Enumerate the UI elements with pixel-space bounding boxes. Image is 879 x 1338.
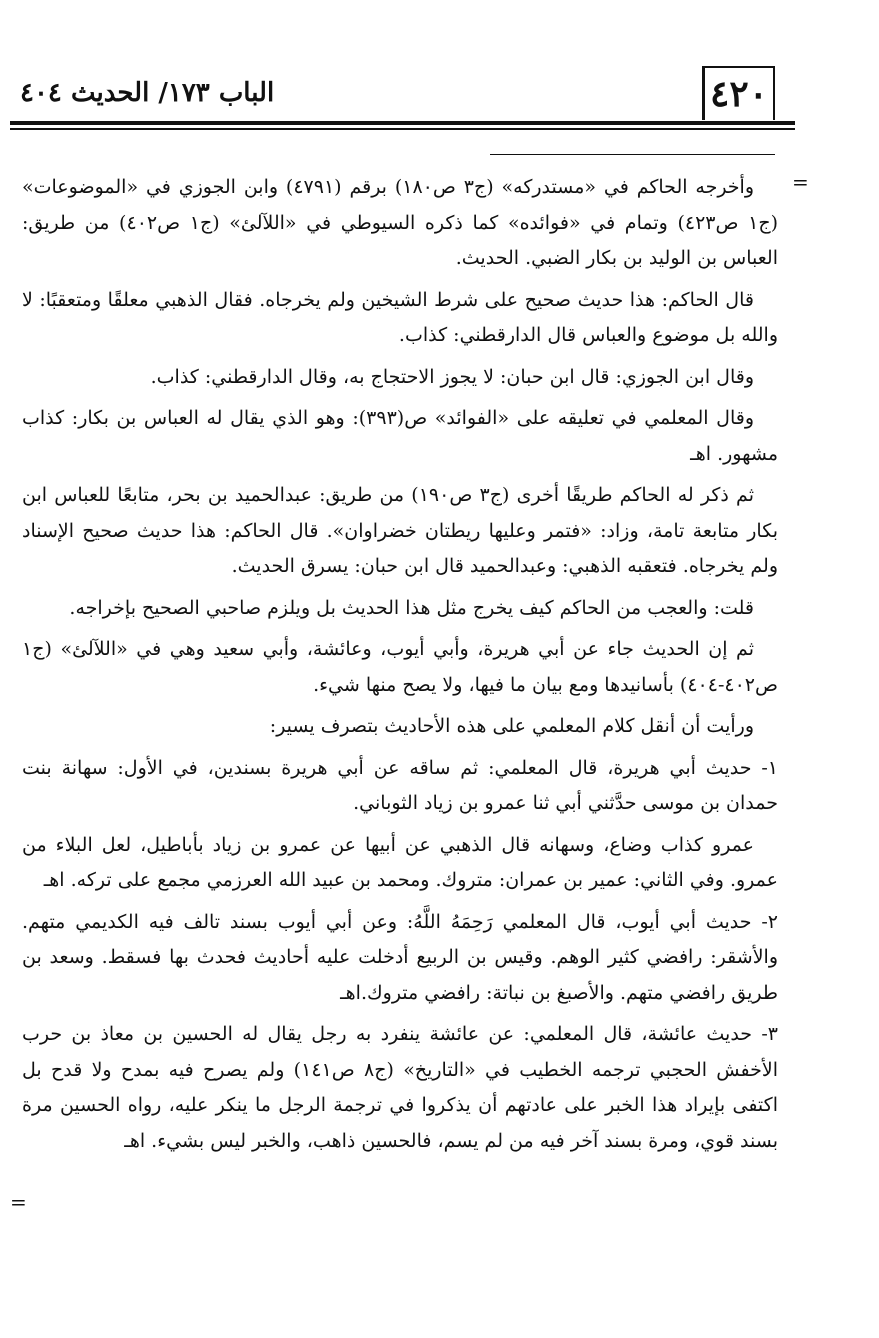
footnote-text (22, 170, 778, 1165)
page-header (10, 58, 795, 134)
paragraph: وقال ابن الجوزي: قال ابن حبان: لا يجوز الاحتجاج به، وقال الدارقطني: كذاب. (150, 365, 754, 388)
paragraph: ثم ذكر له الحاكم طريقًا أخرى (ج٣ ص١٩٠) من طريق: عبدالحميد بن بحر، متابعًا للعباس ابن بكار متابعة تامة، وزاد: «فتمر وعليها ريطتان خضراوان». قال الحاكم: هذا حديث صحيح الإسناد ولم يخرجاه. فتعقبه الذهبي: وعبدالحميد قال ابن حبان: يسرق الحديث. (22, 484, 778, 577)
header-rule-thin (10, 128, 795, 130)
paragraph: قلت: والعجب من الحاكم كيف يخرج مثل هذا الحديث بل ويلزم صاحبي الصحيح بإخراجه. (69, 596, 754, 619)
paragraph: ثم إن الحديث جاء عن أبي هريرة، وأبي أيوب، وعائشة، وأبي سعيد وهي في «اللآلئ» (ج١ ص٤٠٢-٤٠٤) بأسانيدها ومع بيان ما فيها، ولا يصح منها شيء. (22, 638, 778, 696)
paragraph: وقال المعلمي في تعليقه على «الفوائد» ص(٣٩٣): وهو الذي يقال له العباس بن بكار: كذاب مشهور. اهـ (22, 407, 778, 465)
paragraph: ٣- حديث عائشة، قال المعلمي: عن عائشة ينفرد به رجل يقال له الحسين بن معاذ بن حرب الأخفش الحجبي ترجمه الخطيب في «التاريخ» (ج٨ ص١٤١) ولم يصرح فيه بمدح ولا قدح بل اكتفى بإيراد هذا الخبر على عادتهم أن يذكروا في ترجمة الرجل ما ينكر عليه، رواه الحسين مرة بسند قوي، ومرة بسند آخر فيه من لم يسم، فالحسين ذاهب، والخبر ليس بشيء. اهـ (22, 1023, 778, 1152)
page-number: ٤٢٠ (702, 66, 775, 120)
header-rule-thick (10, 121, 795, 125)
paragraph: قال الحاكم: هذا حديث صحيح على شرط الشيخين ولم يخرجاه. فقال الذهبي معلقًا ومتعقبًا: لا والله بل موضوع والعباس قال الدارقطني: كذاب. (22, 288, 778, 346)
paragraph: ورأيت أن أنقل كلام المعلمي على هذه الأحاديث بتصرف يسير: (269, 715, 754, 737)
running-title: الباب ١٧٣/ الحديث ٤٠٤ (20, 78, 275, 108)
footnote-separator (490, 154, 775, 155)
paragraph: ١- حديث أبي هريرة، قال المعلمي: ثم ساقه عن أبي هريرة بسندين، في الأول: سهانة بنت حمدان بن موسى حدَّثني أبي ثنا عمرو بن زياد الثوباني. (22, 756, 778, 814)
continuation-mark-bottom: = (10, 1190, 27, 1214)
paragraph: وأخرجه الحاكم في «مستدركه» (ج٣ ص١٨٠) برقم (٤٧٩١) وابن الجوزي في «الموضوعات» (ج١ ص٤٢٣) وتمام في «فوائده» كما ذكره السيوطي في «اللآلئ» (ج١ ص٤٠٢) من طريق: العباس بن الوليد بن بكار الضبي. الحديث. (22, 176, 779, 269)
paragraph: عمرو كذاب وضاع، وسهانه قال الذهبي عن أبيها عن عمرو بن زياد بأباطيل، لعل البلاء من عمرو. وفي الثاني: عمير بن عمران: متروك. ومحمد بن عبيد الله العرزمي مجمع على تركه. اهـ (22, 833, 778, 891)
continuation-mark-top: = (792, 170, 809, 194)
paragraph: ٢- حديث أبي أيوب، قال المعلمي رَحِمَهُ اللَّهُ: وعن أبي أيوب بسند تالف فيه الكديمي متهم. والأشقر: رافضي كثير الوهم. وقيس بن الربيع أدخلت عليه أحاديث فحدث بها فسقط. وسعد بن طريق رافضي متهم. والأصبغ بن نباتة: رافضي متروك.اهـ (22, 910, 778, 1004)
